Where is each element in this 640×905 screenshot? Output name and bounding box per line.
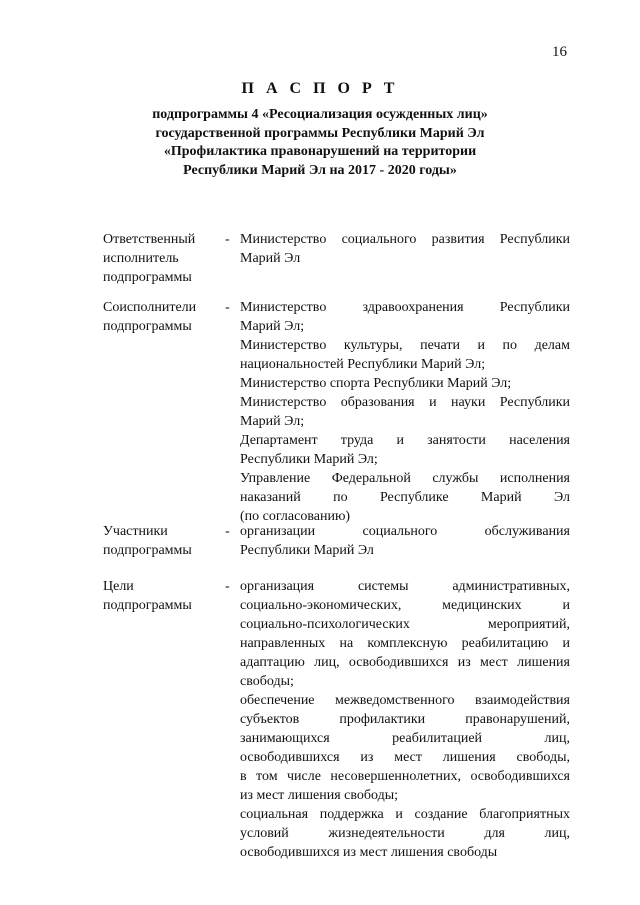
content-line: наказаний по Республике Марий Эл [240,490,570,505]
content-line: Министерство социального развития Республики [240,232,570,247]
content-line: в том числе несовершеннолетних, освободившихся [240,769,570,784]
label-line: Соисполнители [103,300,197,315]
content-line: освободившихся из мест лишения свободы, [240,750,570,765]
content-line: организации социального обслуживания [240,524,570,539]
section-content [240,298,570,526]
label-line: Цели [103,579,134,594]
content-line: социально-психологических мероприятий, [240,617,570,632]
label-line: исполнитель [103,251,179,266]
dash: - [225,579,230,594]
label-line: подпрограммы [103,543,192,558]
content-line: Марий Эл [240,251,301,266]
document-subtitle [0,106,640,180]
dash: - [225,232,230,247]
content-line: Марий Эл; [240,414,305,429]
page-number: 16 [552,44,567,60]
content-line: Департамент труда и занятости населения [240,433,570,448]
content-line: направленных на комплексную реабилитацию и [240,636,570,651]
content-line: субъектов профилактики правонарушений, [240,712,570,727]
dash: - [225,524,230,539]
content-line: социальная поддержка и создание благоприятных [240,807,570,822]
content-line: обеспечение межведомственного взаимодействия [240,693,570,708]
content-line: Республики Марий Эл [240,543,374,558]
content-line: организация системы административных, [240,579,570,594]
subtitle-line: Республики Марий Эл на 2017 - 2020 годы» [183,162,457,178]
content-line: освободившихся из мест лишения свободы [240,845,498,860]
content-line: Министерство образования и науки Республики [240,395,570,410]
section-content [240,230,570,268]
label-line: Участники [103,524,168,539]
content-line: занимающихся реабилитацией лиц, [240,731,570,746]
content-line: социально-экономических, медицинских и [240,598,570,613]
content-line: условий жизнедеятельности для лиц, [240,826,570,841]
section-label [103,230,218,287]
content-line: Министерство культуры, печати и по делам [240,338,570,353]
content-line: (по согласованию) [240,509,351,524]
label-line: Ответственный [103,232,196,247]
section-label [103,577,218,615]
subtitle-line: «Профилактика правонарушений на территории [163,144,477,159]
subtitle-line: подпрограммы 4 «Ресоциализация осужденных лиц» [152,107,488,122]
content-line: национальностей Республики Марий Эл; [240,357,486,372]
label-line: подпрограммы [103,270,192,285]
content-line: Марий Эл; [240,319,305,334]
dash: - [225,300,230,315]
content-line: Министерство здравоохранения Республики [240,300,570,315]
section-label [103,522,218,560]
content-line: адаптацию лиц, освободившихся из мест лишения [240,655,570,670]
section-content [240,522,570,560]
content-line: из мест лишения свободы; [240,788,399,803]
label-line: подпрограммы [103,319,192,334]
subtitle-line: государственной программы Республики Марий Эл [155,125,485,141]
section-label [103,298,218,336]
section-content [240,577,570,862]
label-line: подпрограммы [103,598,192,613]
document-title: П А С П О Р Т [241,80,399,97]
content-line: свободы; [240,674,294,689]
content-line: Министерство спорта Республики Марий Эл; [240,376,512,391]
content-line: Республики Марий Эл; [240,452,378,467]
content-line: Управление Федеральной службы исполнения [240,471,570,486]
